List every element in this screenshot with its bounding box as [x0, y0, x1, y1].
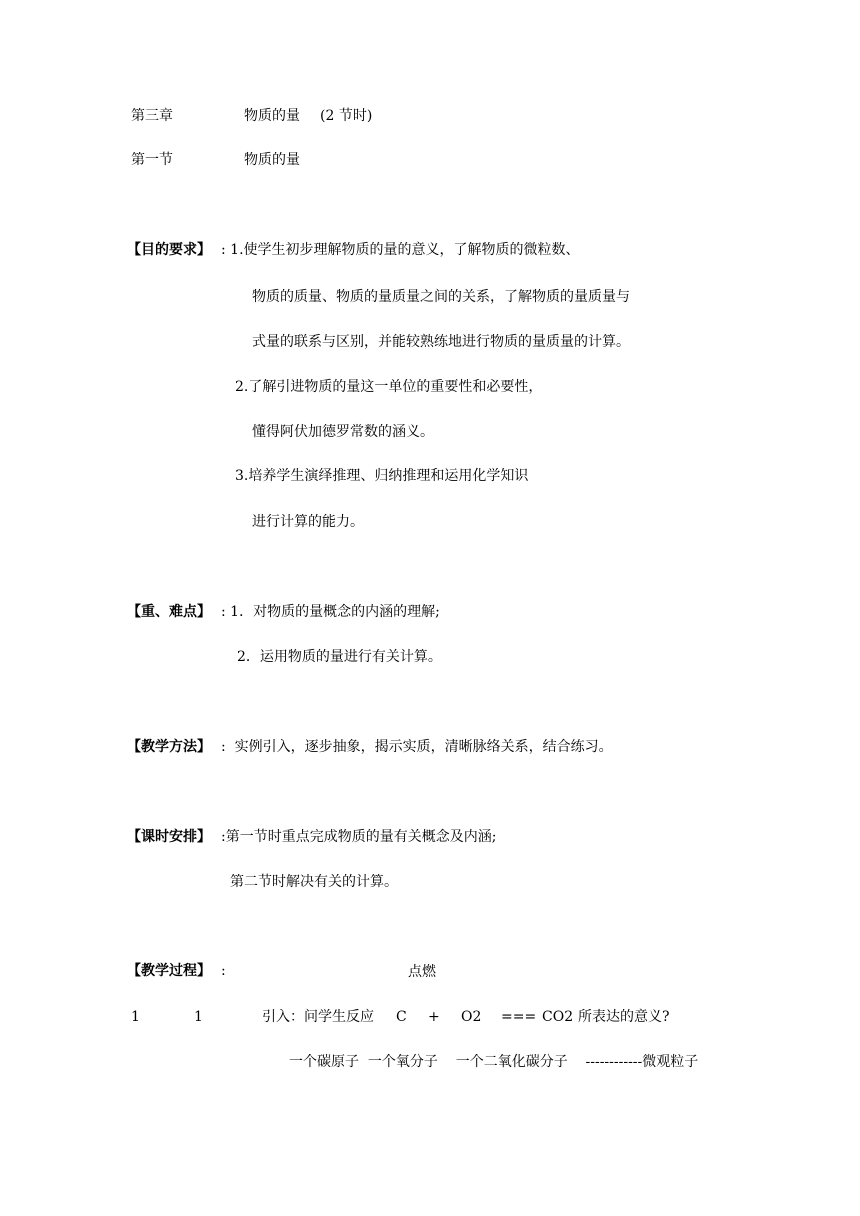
question-text: 所表达的意义?	[578, 1009, 670, 1025]
process-col-2: 1	[194, 1009, 203, 1025]
plus-sign: +	[428, 1009, 440, 1025]
method-text: : 实例引入，逐步抽象，揭示实质，清晰脉络关系，结合练习。	[221, 739, 613, 755]
reactant-oxygen: O2	[461, 1009, 482, 1025]
chapter-hours: (2 节时)	[320, 108, 373, 124]
intro-text: 引入：问学生反应	[262, 1009, 374, 1025]
objectives-line-1: : 1.使学生初步理解物质的量的意义，了解物质的微粒数、	[221, 242, 580, 258]
reaction-condition: 点燃	[408, 964, 436, 980]
section-title: 物质的量	[244, 152, 300, 168]
product-co2: CO2	[542, 1009, 574, 1025]
process-colon: :	[221, 963, 226, 979]
process-heading: 【教学过程】	[127, 963, 211, 979]
objectives-line-5: 懂得阿伏加德罗常数的涵义。	[252, 424, 434, 440]
key-points-heading: 【重、难点】	[127, 604, 211, 620]
meaning-line: 一个碳原子 一个氧分子 一个二氧化碳分子 ------------微观粒子	[289, 1054, 699, 1070]
objectives-line-7: 进行计算的能力。	[252, 514, 364, 530]
method-heading: 【教学方法】	[127, 739, 211, 755]
objectives-heading: 【目的要求】	[127, 242, 211, 258]
key-points-line-1: : 1．对物质的量概念的内涵的理解;	[221, 604, 440, 620]
chapter-title: 物质的量	[244, 108, 300, 124]
schedule-heading: 【课时安排】	[127, 829, 211, 845]
reactant-carbon: C	[396, 1009, 407, 1025]
objectives-line-2: 物质的质量、物质的量质量之间的关系，了解物质的量质量与	[252, 289, 630, 305]
objectives-line-4: 2.了解引进物质的量这一单位的重要性和必要性，	[235, 379, 543, 395]
key-points-line-2: 2．运用物质的量进行有关计算。	[237, 649, 442, 665]
objectives-line-3: 式量的联系与区别，并能较熟练地进行物质的量质量的计算。	[252, 334, 630, 350]
section-label: 第一节	[131, 152, 173, 168]
objectives-line-6: 3.培养学生演绎推理、归纳推理和运用化学知识	[235, 468, 529, 484]
schedule-line-1: :第一节时重点完成物质的量有关概念及内涵;	[221, 829, 497, 845]
chapter-label: 第三章	[131, 108, 173, 124]
reaction-arrow: ===	[501, 1009, 537, 1025]
schedule-line-2: 第二节时解决有关的计算。	[230, 874, 398, 890]
process-col-1: 1	[131, 1009, 140, 1025]
